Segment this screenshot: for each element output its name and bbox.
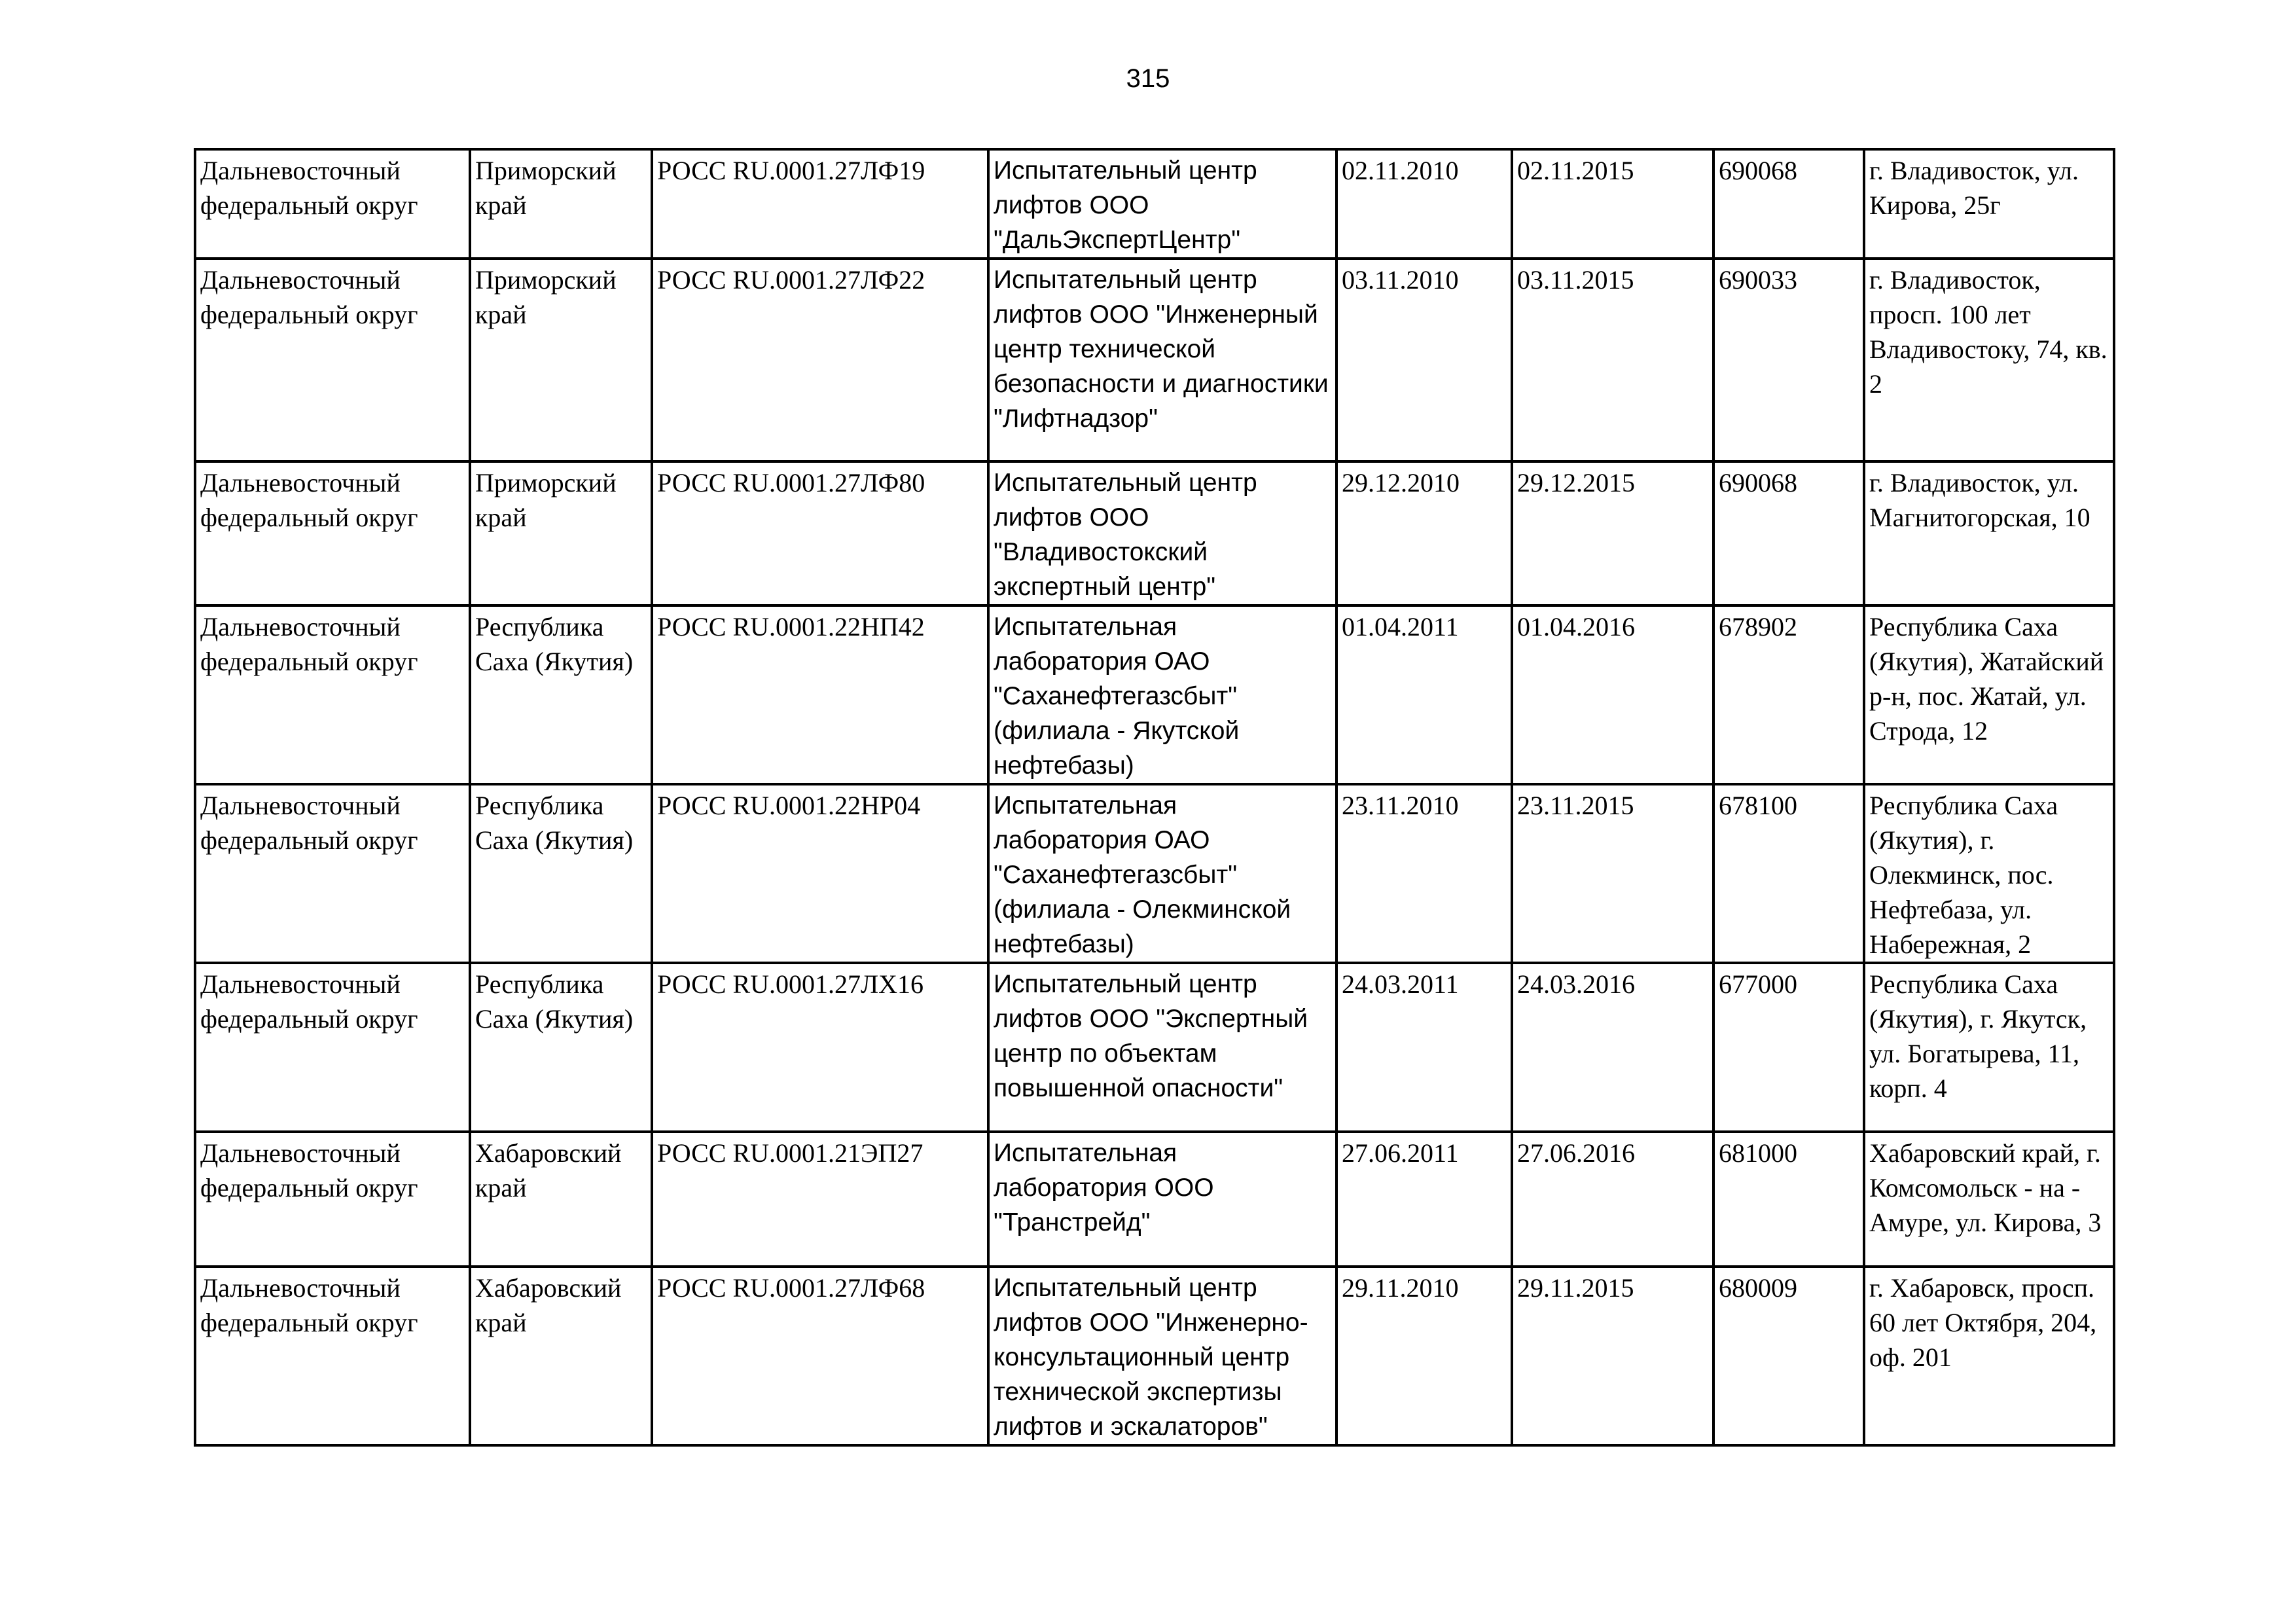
region-cell: Республика Саха (Якутия): [470, 784, 652, 963]
region-cell: Приморский край: [470, 461, 652, 605]
postal-index-cell: 678100: [1713, 784, 1864, 963]
postal-index-cell: 680009: [1713, 1267, 1864, 1445]
organization-cell: Испытательный центр лифтов ООО "Инженерный центр технической безопасности и диагностики "Лифтнадзор": [988, 259, 1336, 461]
region-cell: Республика Саха (Якутия): [470, 963, 652, 1132]
date-to-cell: 24.03.2016: [1512, 963, 1713, 1132]
date-from-cell: 23.11.2010: [1336, 784, 1512, 963]
address-cell: Республика Саха (Якутия), г. Олекминск, пос. Нефтебаза, ул. Набережная, 2: [1864, 784, 2114, 963]
district-cell: Дальневосточный федеральный округ: [195, 461, 470, 605]
date-to-cell: 23.11.2015: [1512, 784, 1713, 963]
table-row: [195, 963, 2114, 1132]
certificate-cell: РОСС RU.0001.27ЛФ80: [652, 461, 988, 605]
district-cell: Дальневосточный федеральный округ: [195, 963, 470, 1132]
date-from-cell: 29.12.2010: [1336, 461, 1512, 605]
certificate-cell: РОСС RU.0001.27ЛФ68: [652, 1267, 988, 1445]
address-cell: г. Хабаровск, просп. 60 лет Октября, 204, оф. 201: [1864, 1267, 2114, 1445]
date-from-cell: 01.04.2011: [1336, 605, 1512, 784]
table-row: [195, 784, 2114, 963]
organization-cell: Испытательный центр лифтов ООО "Владивостокский экспертный центр": [988, 461, 1336, 605]
certificate-cell: РОСС RU.0001.22НП42: [652, 605, 988, 784]
region-cell: Хабаровский край: [470, 1267, 652, 1445]
certificate-cell: РОСС RU.0001.22НР04: [652, 784, 988, 963]
address-cell: г. Владивосток, ул. Кирова, 25г: [1864, 149, 2114, 259]
district-cell: Дальневосточный федеральный округ: [195, 1267, 470, 1445]
table-row: [195, 461, 2114, 605]
organization-cell: Испытательный центр лифтов ООО "ДальЭкспертЦентр": [988, 149, 1336, 259]
address-cell: Хабаровский край, г. Комсомольск - на - Амуре, ул. Кирова, 3: [1864, 1132, 2114, 1267]
date-from-cell: 27.06.2011: [1336, 1132, 1512, 1267]
region-cell: Республика Саха (Якутия): [470, 605, 652, 784]
registry-body: [195, 149, 2114, 1445]
date-to-cell: 29.11.2015: [1512, 1267, 1713, 1445]
district-cell: Дальневосточный федеральный округ: [195, 259, 470, 461]
date-to-cell: 03.11.2015: [1512, 259, 1713, 461]
certificate-cell: РОСС RU.0001.27ЛХ16: [652, 963, 988, 1132]
date-from-cell: 03.11.2010: [1336, 259, 1512, 461]
organization-cell: Испытательная лаборатория ОАО "Саханефтегазсбыт" (филиала - Якутской нефтебазы): [988, 605, 1336, 784]
registry-table: [194, 148, 2115, 1447]
address-cell: г. Владивосток, просп. 100 лет Владивостоку, 74, кв. 2: [1864, 259, 2114, 461]
date-from-cell: 29.11.2010: [1336, 1267, 1512, 1445]
date-to-cell: 29.12.2015: [1512, 461, 1713, 605]
certificate-cell: РОСС RU.0001.21ЭП27: [652, 1132, 988, 1267]
address-cell: Республика Саха (Якутия), г. Якутск, ул. Богатырева, 11, корп. 4: [1864, 963, 2114, 1132]
district-cell: Дальневосточный федеральный округ: [195, 605, 470, 784]
district-cell: Дальневосточный федеральный округ: [195, 784, 470, 963]
date-to-cell: 01.04.2016: [1512, 605, 1713, 784]
postal-index-cell: 690068: [1713, 149, 1864, 259]
postal-index-cell: 690033: [1713, 259, 1864, 461]
address-cell: Республика Саха (Якутия), Жатайский р-н, пос. Жатай, ул. Строда, 12: [1864, 605, 2114, 784]
organization-cell: Испытательный центр лифтов ООО "Инженерно-консультационный центр технической экспертизы лифтов и эскалаторов": [988, 1267, 1336, 1445]
postal-index-cell: 678902: [1713, 605, 1864, 784]
region-cell: Приморский край: [470, 149, 652, 259]
district-cell: Дальневосточный федеральный округ: [195, 149, 470, 259]
address-cell: г. Владивосток, ул. Магнитогорская, 10: [1864, 461, 2114, 605]
certificate-cell: РОСС RU.0001.27ЛФ19: [652, 149, 988, 259]
postal-index-cell: 690068: [1713, 461, 1864, 605]
table-row: [195, 149, 2114, 259]
date-from-cell: 24.03.2011: [1336, 963, 1512, 1132]
postal-index-cell: 681000: [1713, 1132, 1864, 1267]
page-number: 315: [1126, 64, 1170, 93]
table-row: [195, 605, 2114, 784]
postal-index-cell: 677000: [1713, 963, 1864, 1132]
organization-cell: Испытательная лаборатория ООО "Транстрейд": [988, 1132, 1336, 1267]
region-cell: Хабаровский край: [470, 1132, 652, 1267]
table-row: [195, 259, 2114, 461]
table-row: [195, 1267, 2114, 1445]
date-to-cell: 27.06.2016: [1512, 1132, 1713, 1267]
date-from-cell: 02.11.2010: [1336, 149, 1512, 259]
certificate-cell: РОСС RU.0001.27ЛФ22: [652, 259, 988, 461]
table-row: [195, 1132, 2114, 1267]
district-cell: Дальневосточный федеральный округ: [195, 1132, 470, 1267]
organization-cell: Испытательная лаборатория ОАО "Саханефтегазсбыт" (филиала - Олекминской нефтебазы): [988, 784, 1336, 963]
region-cell: Приморский край: [470, 259, 652, 461]
organization-cell: Испытательный центр лифтов ООО "Экспертный центр по объектам повышенной опасности": [988, 963, 1336, 1132]
date-to-cell: 02.11.2015: [1512, 149, 1713, 259]
